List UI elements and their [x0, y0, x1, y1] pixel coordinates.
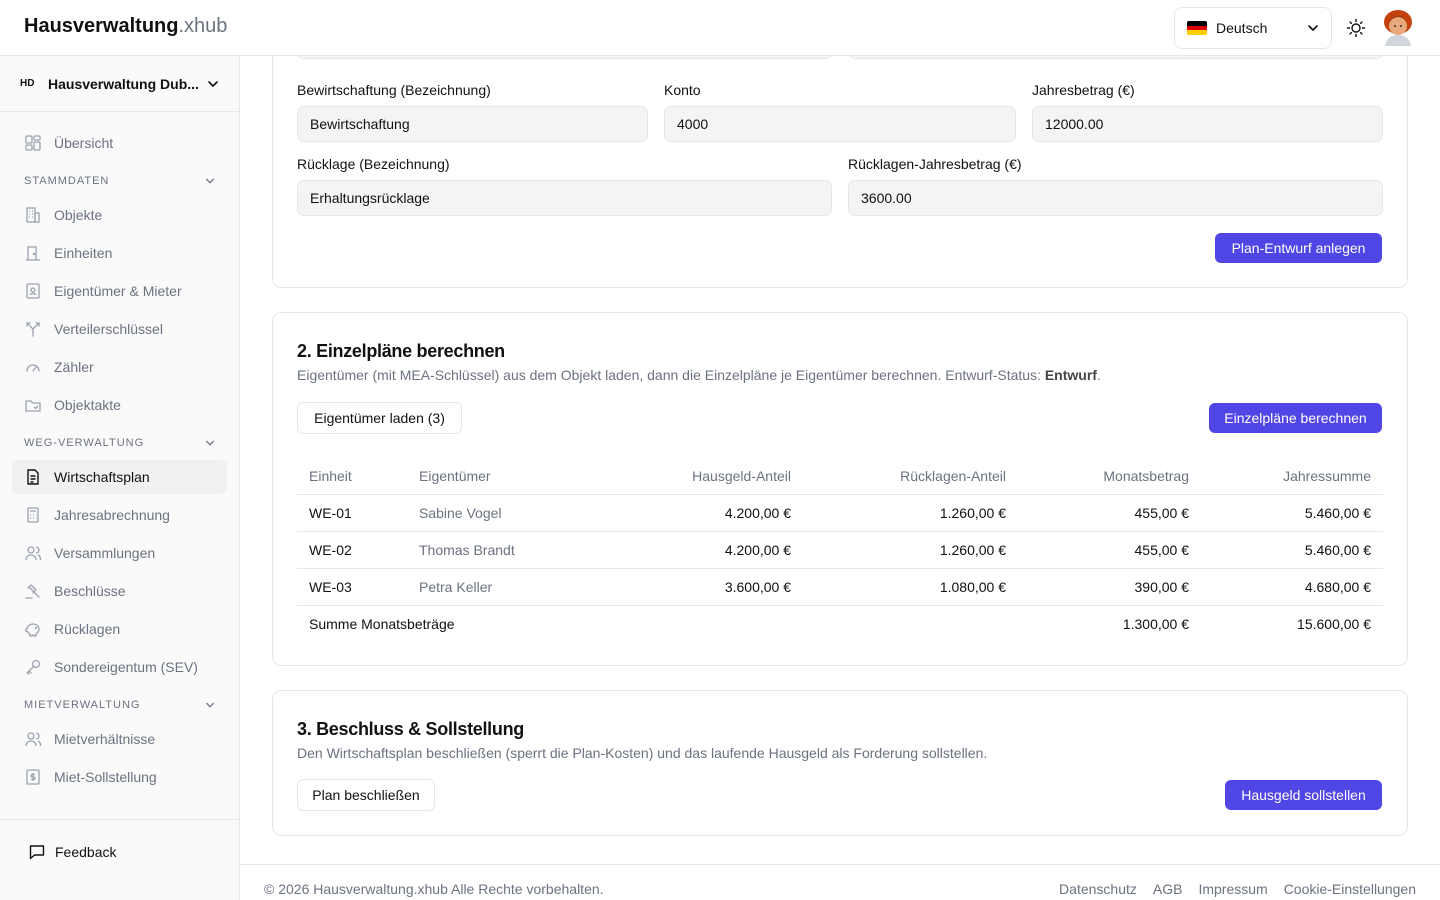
cell-eigentuemer: Petra Keller: [407, 568, 607, 605]
sidebar-item-wirtschaftsplan[interactable]: [12, 460, 227, 494]
building-icon: [24, 206, 42, 224]
section-weg-verwaltung[interactable]: [24, 431, 215, 455]
cell-jahressumme: 5.460,00 €: [1201, 494, 1383, 531]
sidebar-item-objekte[interactable]: [12, 198, 227, 232]
previous-field-left[interactable]: [297, 56, 833, 59]
ruecklage-input[interactable]: Erhaltungsrücklage: [297, 180, 832, 216]
cell-eigentuemer: Sabine Vogel: [407, 494, 607, 531]
org-badge: HD: [20, 78, 35, 89]
column-header: Rücklagen-Anteil: [803, 459, 1018, 494]
users-icon: [24, 544, 42, 562]
chevron-down-icon: [1307, 22, 1319, 34]
column-header: Jahressumme: [1201, 459, 1383, 494]
sidebar-item-label: Übersicht: [54, 135, 114, 151]
footer-link-cookie-einstellungen[interactable]: Cookie-Einstellungen: [1283, 881, 1416, 897]
empty-cell: [803, 605, 1018, 642]
section-label: STAMMDATEN: [24, 175, 110, 187]
plan-form-card: [272, 56, 1408, 288]
cell-eigentuemer: Thomas Brandt: [407, 531, 607, 568]
sidebar-item-mietverhaeltnisse[interactable]: [12, 722, 227, 756]
section-title: 2. Einzelpläne berechnen: [297, 341, 505, 361]
sum-monatsbetrag: 1.300,00 €: [1122, 615, 1189, 632]
chevron-down-icon: [205, 438, 215, 448]
bewirtschaftung-input[interactable]: Bewirtschaftung: [297, 106, 648, 142]
chevron-down-icon: [205, 176, 215, 186]
sidebar-item-sondereigentum[interactable]: [12, 650, 227, 684]
sidebar-item-beschluesse[interactable]: [12, 574, 227, 608]
sum-label: Summe Monatsbeträge: [309, 615, 455, 632]
sidebar-nav: [0, 112, 239, 794]
sidebar-item-label: Sondereigentum (SEV): [54, 659, 198, 675]
gauge-icon: [24, 358, 42, 376]
users-icon: [24, 730, 42, 748]
sidebar-item-jahresabrechnung[interactable]: [12, 498, 227, 532]
ruecklage-betrag-input[interactable]: 3600.00: [848, 180, 1383, 216]
sidebar-item-objektakte[interactable]: [12, 388, 227, 422]
cell-monatsbetrag: 390,00 €: [1018, 568, 1201, 605]
dashboard-icon: [24, 134, 42, 152]
sum-jahressumme: 15.600,00 €: [1297, 615, 1371, 632]
sidebar-item-label: Objekte: [54, 207, 103, 223]
folder-icon: [24, 396, 42, 414]
logo-bold-text: Hausverwaltung: [24, 15, 179, 37]
cell-hausgeld: 3.600,00 €: [607, 568, 803, 605]
language-select[interactable]: [1174, 7, 1332, 49]
table-row: [297, 568, 1383, 605]
section-title: 3. Beschluss & Sollstellung: [297, 719, 524, 739]
theme-toggle-button[interactable]: [1346, 18, 1366, 38]
section-mietverwaltung[interactable]: [24, 693, 215, 717]
germany-flag-icon: [1187, 21, 1207, 35]
jahresbetrag-label: Jahresbetrag (€): [1032, 82, 1135, 98]
jahresbetrag-input[interactable]: 12000.00: [1032, 106, 1383, 142]
feedback-button[interactable]: [28, 843, 116, 861]
status-text: Entwurf: [1044, 367, 1097, 383]
section-label: MIETVERWALTUNG: [24, 699, 141, 711]
sidebar: [0, 56, 240, 900]
close-plan-button[interactable]: Plan beschließen: [297, 779, 435, 811]
sidebar-item-label: Eigentümer & Mieter: [54, 283, 182, 299]
table-header-row: [297, 459, 1383, 494]
piggy-bank-icon: [24, 620, 42, 638]
sidebar-footer: [0, 819, 239, 900]
cell-einheit: WE-01: [297, 494, 407, 531]
load-owners-button[interactable]: Eigentümer laden (3): [297, 402, 462, 434]
sidebar-item-label: Zähler: [54, 359, 94, 375]
section-description: Den Wirtschaftsplan beschließen (sperrt die Plan-Kosten) und das laufende Hausgeld als Forderung sollstellen.: [297, 745, 988, 761]
page-footer: [240, 864, 1440, 900]
sidebar-item-label: Rücklagen: [54, 621, 121, 637]
beschluss-card: [272, 690, 1408, 836]
cell-ruecklage: 1.260,00 €: [803, 494, 1018, 531]
column-header: Einheit: [297, 459, 407, 494]
cell-jahressumme: 4.680,00 €: [1201, 568, 1383, 605]
post-hausgeld-button[interactable]: Hausgeld sollstellen: [1225, 780, 1382, 810]
sidebar-item-uebersicht[interactable]: [12, 126, 227, 160]
table-row: [297, 531, 1383, 568]
sidebar-item-einheiten[interactable]: [12, 236, 227, 270]
footer-link-datenschutz[interactable]: Datenschutz: [1059, 881, 1137, 897]
gavel-icon: [24, 582, 42, 600]
einzelplaene-card: [272, 312, 1408, 666]
door-icon: [24, 244, 42, 262]
top-bar: [0, 0, 1440, 56]
message-square-icon: [28, 843, 46, 861]
footer-link-agb[interactable]: AGB: [1152, 881, 1183, 897]
sun-icon: [1346, 18, 1366, 38]
copyright-text: © 2026 Hausverwaltung.xhub Alle Rechte vorbehalten.: [264, 881, 604, 897]
table-row: [297, 494, 1383, 531]
main-content: [240, 56, 1440, 900]
sidebar-item-label: Beschlüsse: [54, 583, 126, 599]
sidebar-item-ruecklagen[interactable]: [12, 612, 227, 646]
calculator-icon: [24, 506, 42, 524]
sidebar-item-label: Einheiten: [54, 245, 113, 261]
section-label: WEG-VERWALTUNG: [24, 437, 145, 449]
contact-card-icon: [24, 282, 42, 300]
ruecklage-betrag-label: Rücklagen-Jahresbetrag (€): [848, 156, 1022, 172]
chevron-down-icon: [207, 78, 219, 90]
split-icon: [24, 320, 42, 338]
ruecklage-label: Rücklage (Bezeichnung): [297, 156, 450, 172]
receipt-icon: [24, 768, 42, 786]
user-avatar[interactable]: [1382, 10, 1414, 46]
cell-einheit: WE-02: [297, 531, 407, 568]
konto-input[interactable]: 4000: [664, 106, 1016, 142]
einzelplaene-table: [297, 459, 1383, 642]
sidebar-item-verteilerschluessel[interactable]: [12, 312, 227, 346]
sidebar-item-eigentuemer-mieter[interactable]: [12, 274, 227, 308]
sidebar-item-miet-sollstellung[interactable]: [12, 760, 227, 794]
column-header: Eigentümer: [407, 459, 607, 494]
sidebar-item-label: Jahresabrechnung: [54, 507, 170, 523]
previous-field-right[interactable]: [849, 56, 1383, 59]
footer-link-impressum[interactable]: Impressum: [1198, 881, 1268, 897]
document-icon: [24, 468, 42, 486]
cell-einheit: WE-03: [297, 568, 407, 605]
bewirtschaftung-label: Bewirtschaftung (Bezeichnung): [297, 82, 491, 98]
app-logo[interactable]: [24, 14, 227, 38]
feedback-label: Feedback: [55, 844, 117, 860]
column-header: Hausgeld-Anteil: [607, 459, 803, 494]
sidebar-item-label: Wirtschaftsplan: [54, 469, 150, 485]
sidebar-item-label: Verteilerschlüssel: [54, 321, 163, 337]
konto-label: Konto: [664, 82, 701, 98]
sidebar-item-zaehler[interactable]: [12, 350, 227, 384]
footer-links: [1059, 881, 1416, 897]
section-stammdaten[interactable]: [24, 169, 215, 193]
key-icon: [24, 658, 42, 676]
description-text: Eigentümer (mit MEA-Schlüssel) aus dem Objekt laden, dann die Einzelpläne je Eigentümer berechnen. Entwurf-Status:: [297, 367, 1045, 383]
calculate-plans-button[interactable]: Einzelpläne berechnen: [1209, 403, 1382, 433]
sidebar-item-versammlungen[interactable]: [12, 536, 227, 570]
sidebar-item-label: Mietverhältnisse: [54, 731, 156, 747]
sidebar-item-label: Miet-Sollstellung: [54, 769, 157, 785]
cell-hausgeld: 4.200,00 €: [607, 531, 803, 568]
cell-monatsbetrag: 455,00 €: [1018, 494, 1201, 531]
description-end: .: [1096, 367, 1101, 383]
sidebar-item-label: Versammlungen: [54, 545, 156, 561]
create-plan-draft-button[interactable]: Plan-Entwurf anlegen: [1215, 233, 1382, 263]
empty-cell: [607, 605, 803, 642]
chevron-down-icon: [205, 700, 215, 710]
cell-monatsbetrag: 455,00 €: [1018, 531, 1201, 568]
column-header: Monatsbetrag: [1018, 459, 1201, 494]
cell-ruecklage: 1.260,00 €: [803, 531, 1018, 568]
section-description: [297, 367, 1101, 383]
org-name: Hausverwaltung Dub...: [48, 75, 199, 92]
cell-ruecklage: 1.080,00 €: [803, 568, 1018, 605]
logo-light-text: .xhub: [178, 15, 228, 37]
organization-switcher[interactable]: [0, 56, 239, 112]
cell-hausgeld: 4.200,00 €: [607, 494, 803, 531]
sidebar-item-label: Objektakte: [54, 397, 121, 413]
language-label: Deutsch: [1216, 20, 1268, 36]
cell-jahressumme: 5.460,00 €: [1201, 531, 1383, 568]
table-sum-row: [297, 605, 1383, 642]
